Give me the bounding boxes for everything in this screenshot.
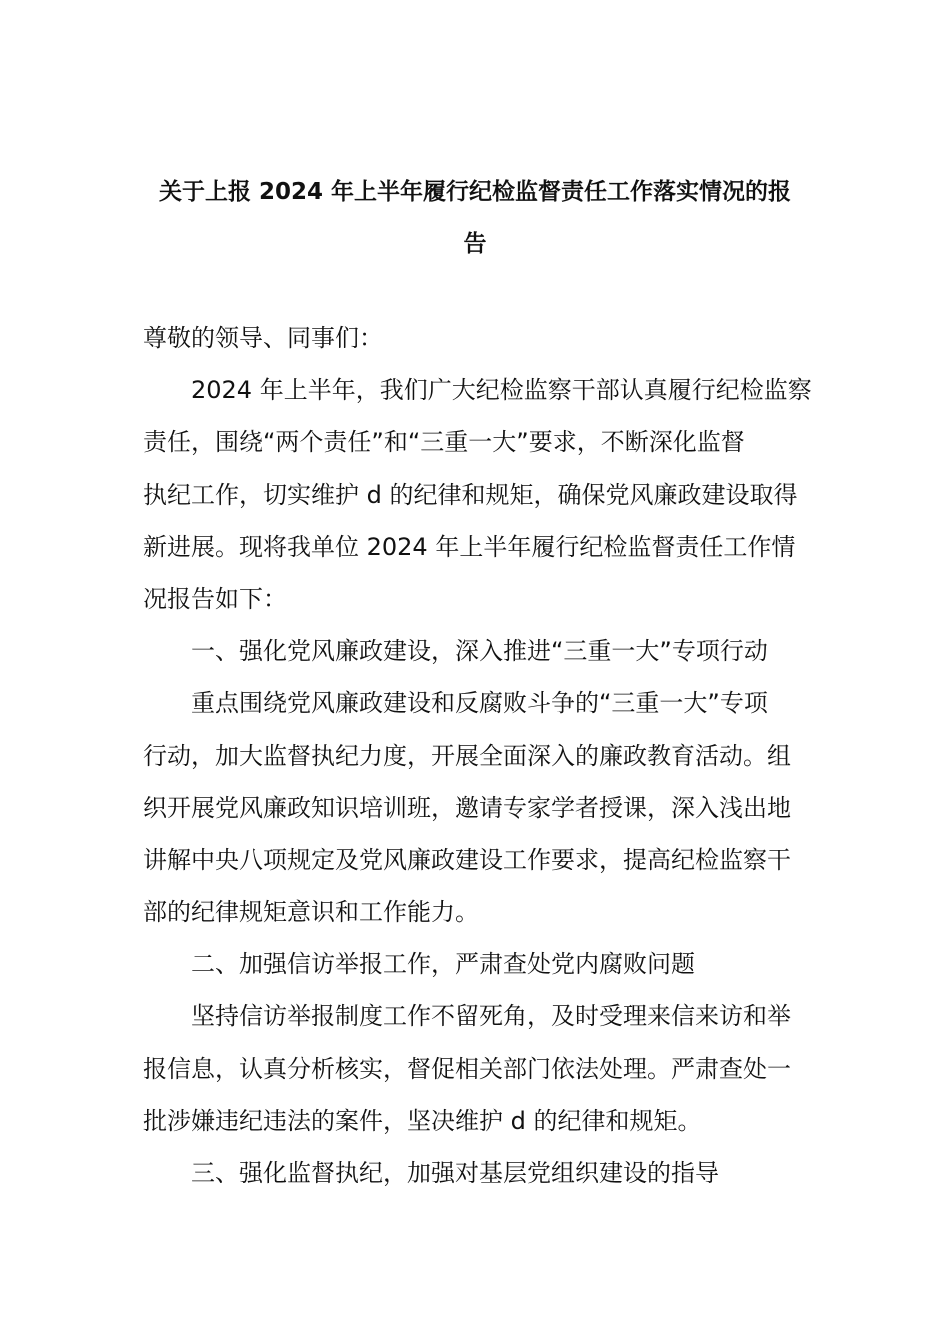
section-heading-1: 一、强化党风廉政建设，深入推进“三重一大”专项行动 [191,637,768,666]
paragraph-line: 新进展。现将我单位 2024 年上半年履行纪检监督责任工作情 [143,532,796,561]
paragraph-line: 批涉嫌违纪违法的案件，坚决维护 d 的纪律和规矩。 [143,1106,702,1135]
paragraph-line: 重点围绕党风廉政建设和反腐败斗争的“三重一大”专项 [191,689,768,718]
paragraph-line: 织开展党风廉政知识培训班，邀请专家学者授课，深入浅出地 [143,793,791,822]
paragraph-line: 况报告如下： [143,584,287,613]
paragraph-line: 责任，围绕“两个责任”和“三重一大”要求，不断深化监督 [143,428,745,457]
title-line-1: 关于上报 2024 年上半年履行纪检监督责任工作落实情况的报 [158,179,792,205]
document-body [143,312,813,1199]
section-heading-3: 三、强化监督执纪，加强对基层党组织建设的指导 [191,1159,719,1187]
document-title [140,166,810,270]
paragraph-line: 部的纪律规矩意识和工作能力。 [143,898,479,927]
title-line-2: 告 [463,231,487,257]
salutation: 尊敬的领导、同事们： [143,324,383,352]
paragraph-line: 讲解中央八项规定及党风廉政建设工作要求，提高纪检监察干 [143,845,791,874]
paragraph-line: 2024 年上半年，我们广大纪检监察干部认真履行纪检监察 [191,376,812,405]
paragraph-line: 行动，加大监督执纪力度，开展全面深入的廉政教育活动。组 [143,741,791,770]
section-heading-2: 二、加强信访举报工作，严肃查处党内腐败问题 [191,950,695,979]
paragraph-line: 报信息，认真分析核实，督促相关部门依法处理。严肃查处一 [143,1054,791,1083]
paragraph-line: 执纪工作，切实维护 d 的纪律和规矩，确保党风廉政建设取得 [143,480,798,509]
paragraph-line: 坚持信访举报制度工作不留死角，及时受理来信来访和举 [191,1002,791,1031]
